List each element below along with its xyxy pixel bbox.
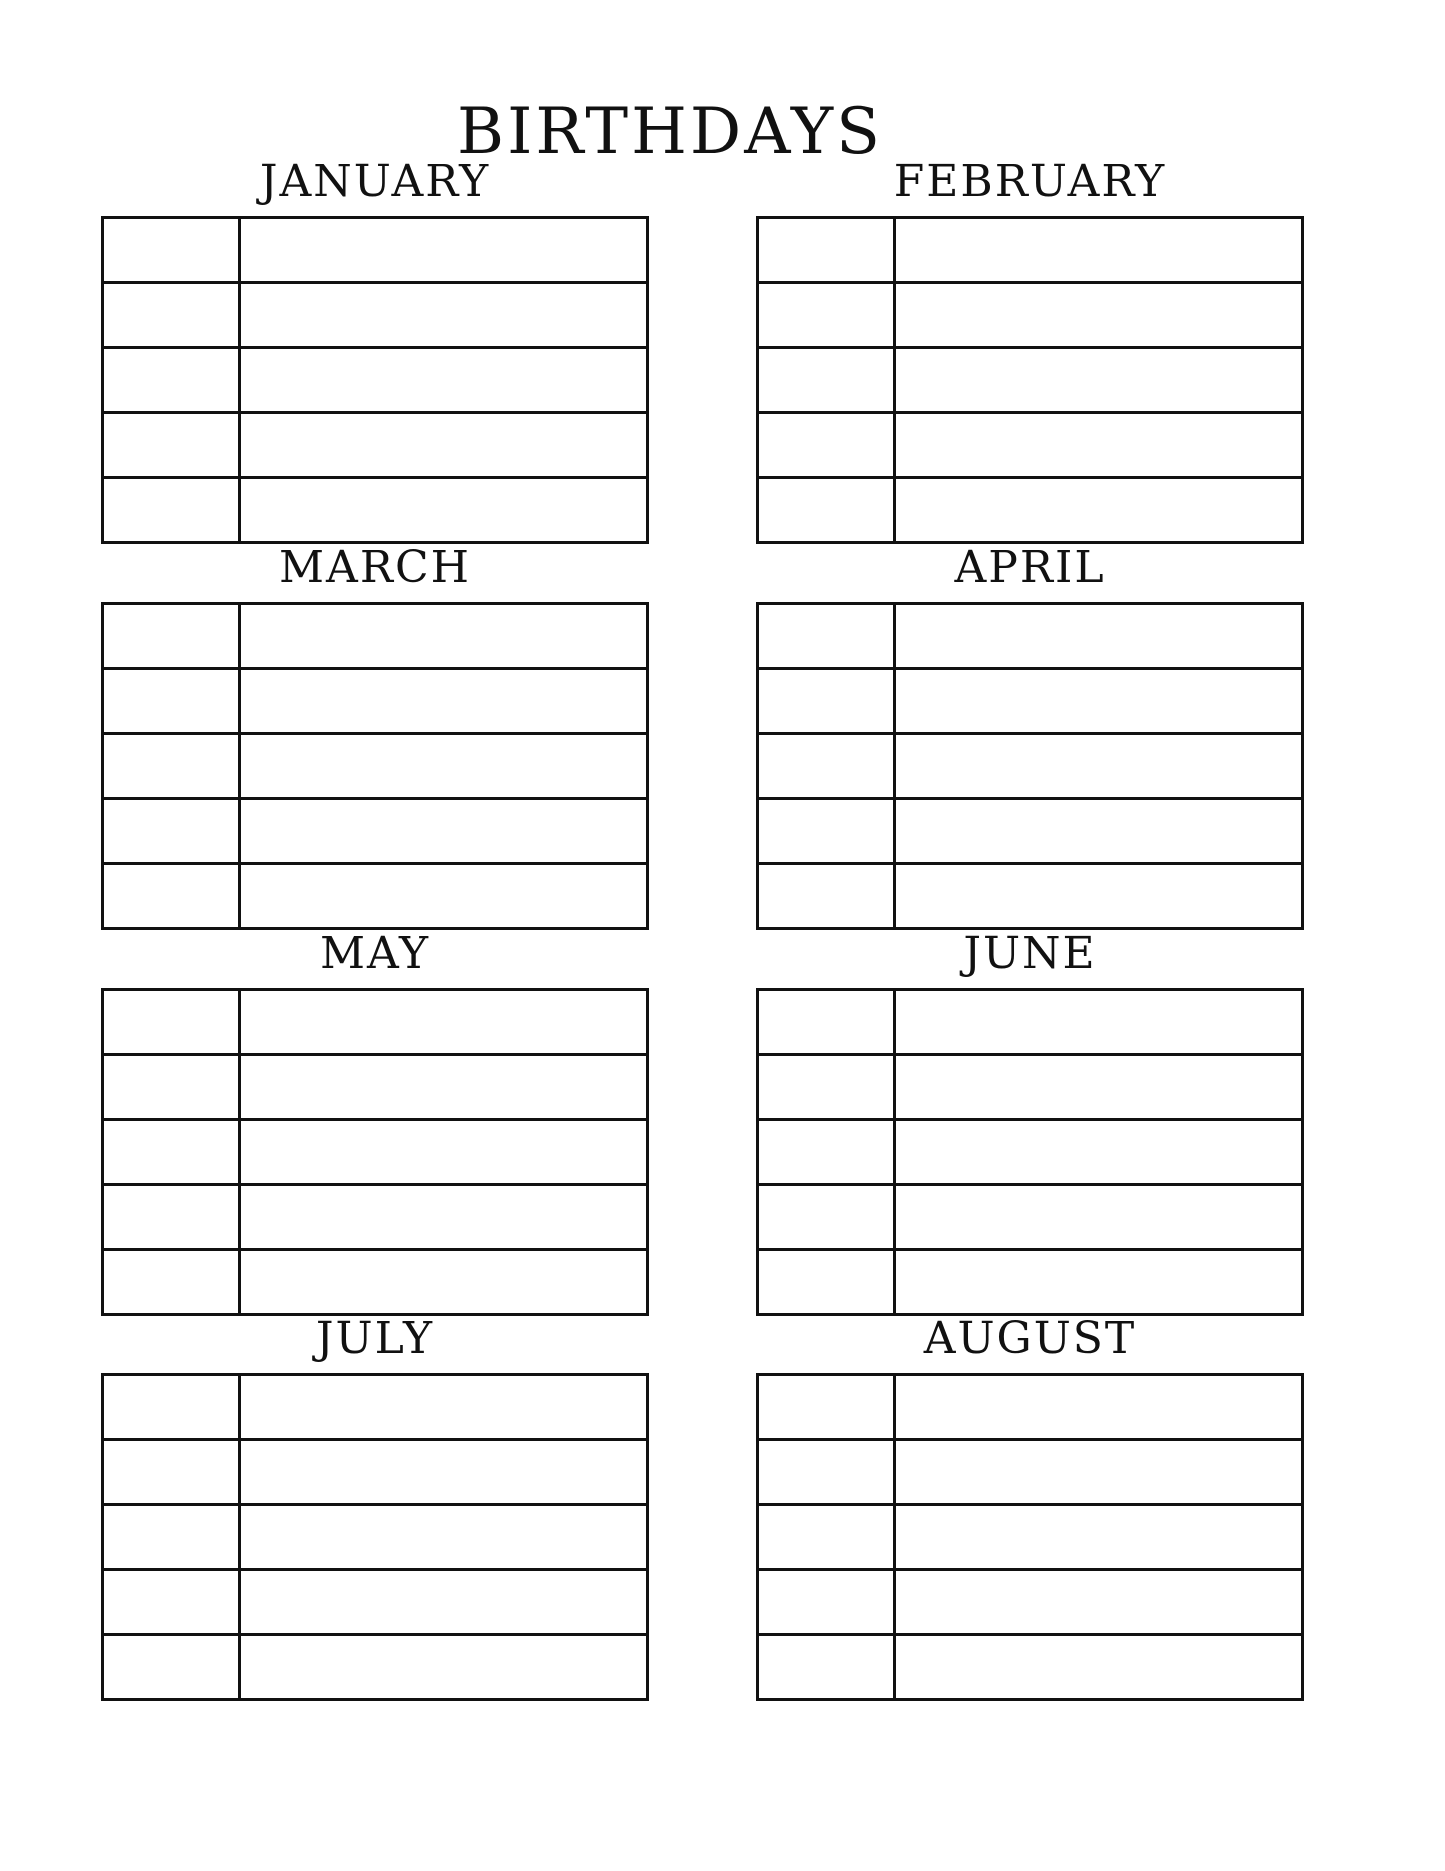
- name-cell[interactable]: [240, 990, 648, 1055]
- date-cell[interactable]: [103, 1635, 240, 1700]
- page-title: BIRTHDAYS: [457, 95, 883, 169]
- table-row: [103, 1250, 648, 1315]
- name-cell[interactable]: [895, 1635, 1303, 1700]
- date-cell[interactable]: [103, 478, 240, 543]
- name-cell[interactable]: [240, 734, 648, 799]
- month-label: MAY: [319, 928, 431, 979]
- name-cell[interactable]: [895, 283, 1303, 348]
- name-cell[interactable]: [240, 1055, 648, 1120]
- table-row: [103, 1120, 648, 1185]
- date-cell[interactable]: [103, 413, 240, 478]
- date-cell[interactable]: [103, 734, 240, 799]
- name-cell[interactable]: [240, 604, 648, 669]
- month-label: APRIL: [954, 542, 1106, 593]
- table-row: [758, 218, 1303, 283]
- date-cell[interactable]: [758, 1440, 895, 1505]
- name-cell[interactable]: [240, 348, 648, 413]
- table-row: [103, 1505, 648, 1570]
- month-label: JULY: [315, 1313, 435, 1364]
- date-cell[interactable]: [103, 604, 240, 669]
- date-cell[interactable]: [758, 478, 895, 543]
- table-row: [758, 348, 1303, 413]
- name-cell[interactable]: [895, 413, 1303, 478]
- month-label: MARCH: [279, 542, 471, 593]
- table-row: [758, 1185, 1303, 1250]
- date-cell[interactable]: [758, 734, 895, 799]
- date-cell[interactable]: [758, 348, 895, 413]
- date-cell[interactable]: [758, 1505, 895, 1570]
- date-cell[interactable]: [758, 218, 895, 283]
- name-cell[interactable]: [240, 864, 648, 929]
- date-cell[interactable]: [103, 799, 240, 864]
- table-row: [103, 734, 648, 799]
- name-cell[interactable]: [895, 1570, 1303, 1635]
- date-cell[interactable]: [103, 218, 240, 283]
- name-cell[interactable]: [895, 1055, 1303, 1120]
- table-row: [103, 1440, 648, 1505]
- month-label: AUGUST: [923, 1313, 1137, 1364]
- table-row: [103, 1570, 648, 1635]
- table-row: [758, 669, 1303, 734]
- table-row: [758, 1440, 1303, 1505]
- table-row: [758, 734, 1303, 799]
- name-cell[interactable]: [240, 1440, 648, 1505]
- date-cell[interactable]: [103, 283, 240, 348]
- birthday-table: [101, 1373, 649, 1701]
- name-cell[interactable]: [240, 478, 648, 543]
- date-cell[interactable]: [103, 1250, 240, 1315]
- birthday-table: [101, 988, 649, 1316]
- date-cell[interactable]: [103, 1055, 240, 1120]
- table-row: [758, 1250, 1303, 1315]
- name-cell[interactable]: [895, 990, 1303, 1055]
- name-cell[interactable]: [240, 669, 648, 734]
- date-cell[interactable]: [758, 799, 895, 864]
- birthday-table: [756, 988, 1304, 1316]
- table-row: [103, 1375, 648, 1440]
- name-cell[interactable]: [240, 1185, 648, 1250]
- table-row: [758, 1505, 1303, 1570]
- date-cell[interactable]: [758, 990, 895, 1055]
- table-row: [758, 799, 1303, 864]
- name-cell[interactable]: [240, 1635, 648, 1700]
- date-cell[interactable]: [758, 669, 895, 734]
- table-row: [103, 604, 648, 669]
- date-cell[interactable]: [758, 1055, 895, 1120]
- date-cell[interactable]: [758, 413, 895, 478]
- table-row: [103, 1055, 648, 1120]
- date-cell[interactable]: [758, 1570, 895, 1635]
- month-label: JUNE: [963, 928, 1097, 979]
- date-cell[interactable]: [758, 283, 895, 348]
- date-cell[interactable]: [758, 1185, 895, 1250]
- date-cell[interactable]: [103, 1505, 240, 1570]
- table-row: [103, 1185, 648, 1250]
- name-cell[interactable]: [895, 799, 1303, 864]
- name-cell[interactable]: [895, 218, 1303, 283]
- date-cell[interactable]: [103, 1120, 240, 1185]
- name-cell[interactable]: [895, 604, 1303, 669]
- table-row: [103, 990, 648, 1055]
- table-row: [758, 1375, 1303, 1440]
- date-cell[interactable]: [758, 1250, 895, 1315]
- name-cell[interactable]: [895, 348, 1303, 413]
- table-row: [103, 799, 648, 864]
- table-row: [103, 218, 648, 283]
- month-label: JANUARY: [259, 156, 491, 207]
- date-cell[interactable]: [103, 864, 240, 929]
- date-cell[interactable]: [103, 1570, 240, 1635]
- table-row: [103, 669, 648, 734]
- table-row: [758, 604, 1303, 669]
- month-label: FEBRUARY: [893, 156, 1167, 207]
- table-row: [758, 283, 1303, 348]
- date-cell[interactable]: [103, 669, 240, 734]
- table-row: [103, 348, 648, 413]
- birthday-table: [756, 602, 1304, 930]
- name-cell[interactable]: [895, 864, 1303, 929]
- date-cell[interactable]: [758, 1635, 895, 1700]
- date-cell[interactable]: [758, 604, 895, 669]
- table-row: [758, 413, 1303, 478]
- date-cell[interactable]: [103, 348, 240, 413]
- name-cell[interactable]: [240, 218, 648, 283]
- name-cell[interactable]: [240, 283, 648, 348]
- table-row: [103, 864, 648, 929]
- name-cell[interactable]: [895, 734, 1303, 799]
- table-row: [758, 990, 1303, 1055]
- date-cell[interactable]: [103, 1185, 240, 1250]
- name-cell[interactable]: [895, 1505, 1303, 1570]
- name-cell[interactable]: [895, 1185, 1303, 1250]
- name-cell[interactable]: [895, 1250, 1303, 1315]
- name-cell[interactable]: [895, 478, 1303, 543]
- date-cell[interactable]: [758, 864, 895, 929]
- table-row: [103, 283, 648, 348]
- name-cell[interactable]: [895, 1375, 1303, 1440]
- table-row: [103, 478, 648, 543]
- birthday-table: [756, 1373, 1304, 1701]
- name-cell[interactable]: [240, 1250, 648, 1315]
- name-cell[interactable]: [895, 1120, 1303, 1185]
- date-cell[interactable]: [103, 1375, 240, 1440]
- birthday-table: [101, 216, 649, 544]
- name-cell[interactable]: [240, 1570, 648, 1635]
- name-cell[interactable]: [895, 669, 1303, 734]
- date-cell[interactable]: [758, 1120, 895, 1185]
- name-cell[interactable]: [240, 413, 648, 478]
- name-cell[interactable]: [240, 799, 648, 864]
- birthday-table: [101, 602, 649, 930]
- table-row: [758, 1120, 1303, 1185]
- birthday-table: [756, 216, 1304, 544]
- table-row: [103, 413, 648, 478]
- name-cell[interactable]: [240, 1375, 648, 1440]
- table-row: [758, 1055, 1303, 1120]
- table-row: [758, 478, 1303, 543]
- name-cell[interactable]: [240, 1505, 648, 1570]
- name-cell[interactable]: [240, 1120, 648, 1185]
- table-row: [103, 1635, 648, 1700]
- date-cell[interactable]: [103, 1440, 240, 1505]
- table-row: [758, 864, 1303, 929]
- date-cell[interactable]: [758, 1375, 895, 1440]
- date-cell[interactable]: [103, 990, 240, 1055]
- table-row: [758, 1635, 1303, 1700]
- name-cell[interactable]: [895, 1440, 1303, 1505]
- table-row: [758, 1570, 1303, 1635]
